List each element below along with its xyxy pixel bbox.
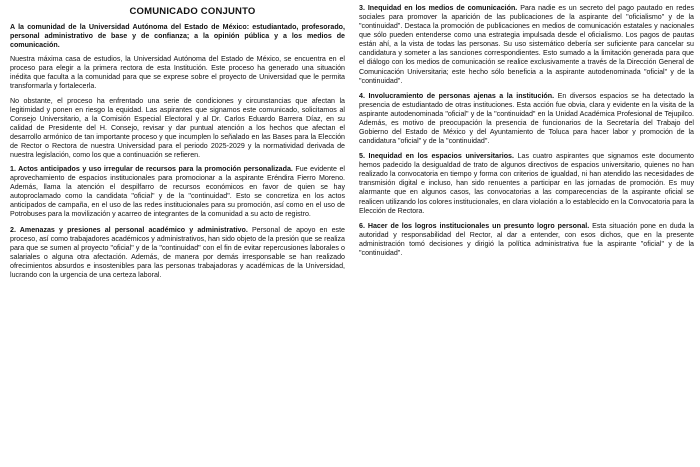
section-4-body: En diversos espacios se ha detectado la presencia de estudiantado de otras instituciones. Esta acción fue obvia, clara y evidente en la visita de la aspirante autodenominada "oficial" y de la "continuidad" en la Unidad Académica Profesional de Tejupilco. Además, es motivo de preocupación la presencia de funcionarios de la Secretaría del Trabajo del Gobierno del Estado de México y del Ayuntamiento de Toluca para hacer labor y promoción de la candidatura "oficial" y de la "continuidad". [359,91,694,146]
section-1-body: Fue evidente el aprovechamiento de espacios institucionales para promocionar a la aspirante Eréndira Fierro Moreno. Además, llama la atención el despilfarro de recursos económicos en favor de quien se hay autoproclamado como la candidata "oficial" y de la "continuidad". Esto se concretiza en los actos anticipados de campaña, en el uso de las redes institucionales para su promoción, así como en el uso de Potrobuses para la movilización y acarreo de integrantes de la comunidad a su acto de registro. [10,165,345,219]
document-title: COMUNICADO CONJUNTO [129,6,256,17]
section-5-body: Las cuatro aspirantes que signamos este documento hemos padecido la desigualdad de trato de algunos directivos de espacios universitario, quienes no han realizado la convocatoria en tiempo y forma con criterios de igualdad, ni han atendido las necesidades de transmisión digital e incluso, han sido renuentes a participar en las jornadas de promoción. Es muy alarmante que en algunos casos, las convocatorias a las comparecencias de la aspirante oficial se realicen utilizando los colores institucionales, en clara violación a lo establecido en la Convocatoria para la Elección de Rectora. [359,152,694,215]
intro-paragraph-2: No obstante, el proceso ha enfrentado una serie de condiciones y circunstancias que afectan la legitimidad y ponen en riesgo la equidad. Las aspirantes que signamos este comunicado, solicitamos al Consejo Universitario, a la Comisión Especial Electoral y al Dr. Carlos Eduardo Barrera Díaz, en su calidad de Presidente del H. Consejo, revisar y dar puntual atención a los hechos que afectan el desarrollo armónico de tan importante proceso y que incumplen lo señalado en las Bases para la Elección de Rector o Rectora de nuestra Universidad para el periodo 2025-2029 y la normatividad derivada de nuestra legislación, como los que a continuación se refieren. [10,96,345,160]
section-4-heading: 4. Involucramiento de personas ajenas a la institución. [359,91,555,100]
section-4 [359,92,694,146]
section-3 [359,4,694,86]
section-6-heading: 6. Hacer de los logros institucionales un presunto logro personal. [359,221,590,230]
two-column-layout [6,4,694,286]
section-6-body: Esta situación pone en duda la autoridad y responsabilidad del Rector, al dar a entender, con esos dichos, que en la presente administración tomó decisiones y dirigió la política administrativa fue la aspirante "oficial" y de la "continuidad". [359,221,694,257]
section-2 [10,226,345,280]
section-1-heading: 1. Actos anticipados y uso irregular de recursos para la promoción personalizada. [10,165,293,174]
section-3-heading: 3. Inequidad en los medios de comunicación. [359,4,518,12]
section-3-body: Para nadie es un secreto del pago pautado en redes sociales para promover la aparición de las publicaciones de la aspirante del "oficialismo" y de la "continuidad". Destaca la promoción de publicaciones en medios de comunicación estatales y nacionales que sólo pueden entenderse como una estrategia impulsada desde el oficialismo. Los pagos de pautas están ahí, a la vista de todas las personas. Su uso sistemático debería ser suficiente para cancelar su candidatura y someter a las sanciones correspondientes. Esto sumado a la limitación generada para que el diálogo con los medios de comunicación se realice exclusivamente a través de la Dirección General de Comunicación Universitaria; este hecho sólo beneficia a la aspirante autodenominada "oficial" y de la "continuidad". [359,4,694,85]
section-2-body: Personal de apoyo en este proceso, así como trabajadores académicos y administrativos, han sido objeto de la presión que se realiza para que se sumen al proyecto "oficial" y de la "continuidad" con el fin de evitar repercusiones laborales o salariales o alguna otra afectación. Además, de manera por demás irresponsable se han realizado ofrecimientos absurdos e insostenibles para las personas trabajadoras y académicas de la Universidad, lucrando con la urgencia de una certeza laboral. [10,225,345,279]
section-5 [359,152,694,216]
section-2-heading: 2. Amenazas y presiones al personal académico y administrativo. [10,225,248,234]
address-paragraph: A la comunidad de la Universidad Autónoma del Estado de México: estudiantado, profesorado, personal administrativo de base y de confianza; a la opinión pública y a los medios de comunicación. [10,23,345,50]
left-column [6,4,345,286]
intro-paragraph-1: Nuestra máxima casa de estudios, la Universidad Autónoma del Estado de México, se encuentra en el proceso para elegir a la primera rectora de esta Institución. Este proceso ha generado una situación inédita que faculta a la comunidad para que se exprese sobre el proyecto de Universidad que le permita transformarla y fortalecerla. [10,55,345,91]
section-5-heading: 5. Inequidad en los espacios universitarios. [359,152,514,161]
section-1 [10,165,345,219]
section-6 [359,222,694,258]
right-column [359,4,694,286]
